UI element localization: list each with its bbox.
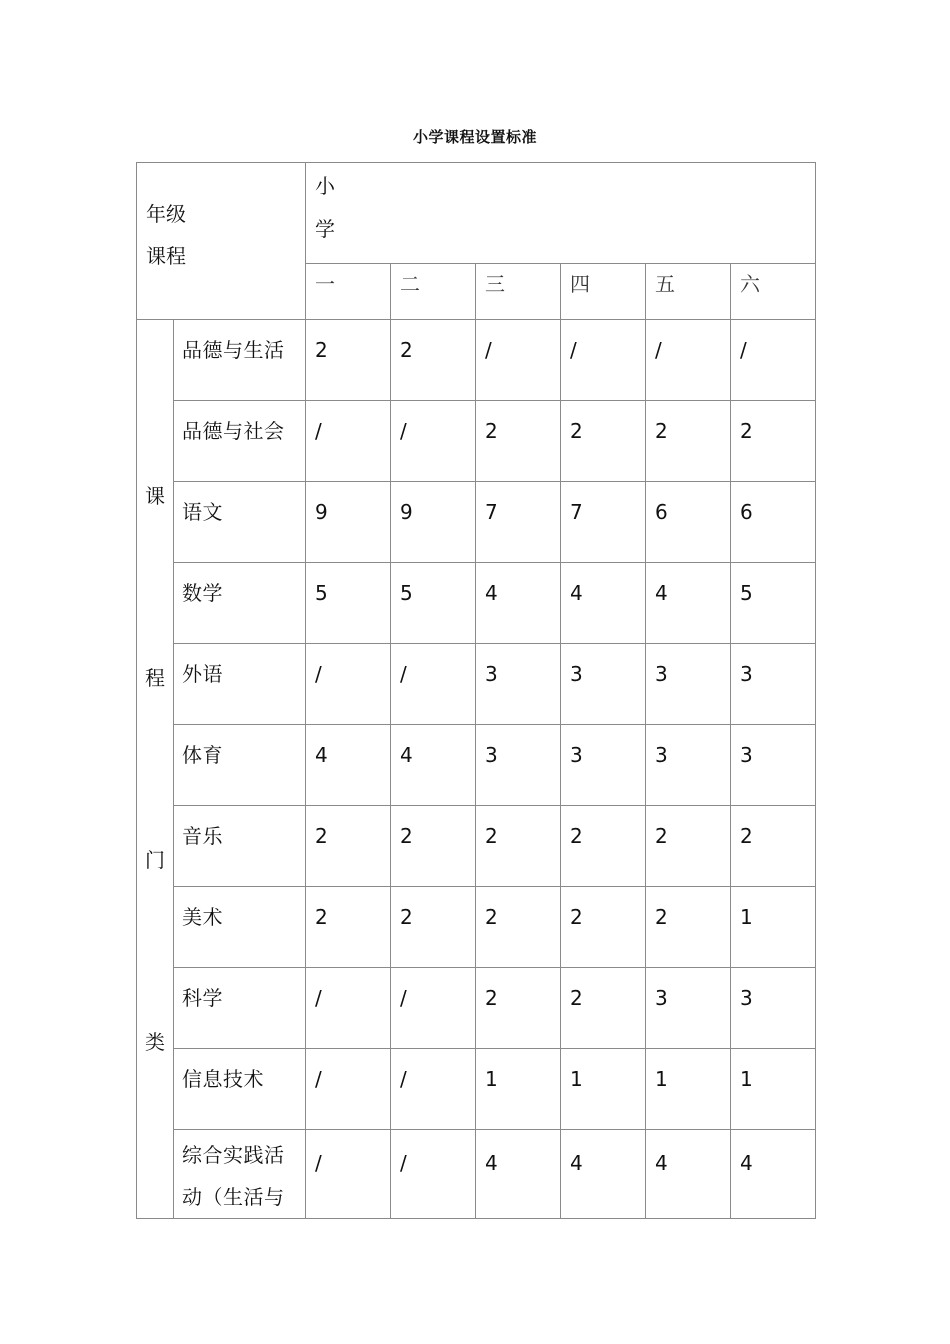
hours-cell: 2 [476, 806, 561, 887]
hours-cell: 2 [391, 806, 476, 887]
table-row [137, 320, 816, 401]
category-char-3: 门 [145, 848, 165, 872]
table-row [137, 806, 816, 887]
hours-cell: 3 [646, 725, 731, 806]
hours-cell: 1 [646, 1049, 731, 1130]
hours-cell: 9 [306, 482, 391, 563]
hours-cell: 1 [731, 1049, 816, 1130]
subject-cell: 科学 [174, 968, 306, 1049]
hours-cell: 2 [646, 401, 731, 482]
hours-cell: 2 [561, 887, 646, 968]
hours-cell: 2 [391, 320, 476, 401]
category-char-4: 类 [145, 1030, 165, 1054]
hours-cell: / [391, 644, 476, 725]
subject-cell: 语文 [174, 482, 306, 563]
table-row [137, 887, 816, 968]
hours-cell: 3 [646, 644, 731, 725]
hours-cell: 1 [476, 1049, 561, 1130]
hours-cell: 7 [561, 482, 646, 563]
hours-cell: / [306, 968, 391, 1049]
hours-cell: 2 [476, 968, 561, 1049]
table-row [137, 1130, 816, 1219]
hours-cell: 2 [476, 401, 561, 482]
subject-cell: 品德与生活 [174, 320, 306, 401]
category-cell [137, 320, 174, 1219]
hours-cell: 3 [731, 968, 816, 1049]
grade-header-2: 二 [391, 264, 476, 320]
hours-cell: / [476, 320, 561, 401]
hours-cell: 2 [476, 887, 561, 968]
hours-cell: 2 [646, 887, 731, 968]
hours-cell: 7 [476, 482, 561, 563]
table-row [137, 725, 816, 806]
stage-label-char-2: 学 [315, 217, 335, 241]
hours-cell: / [731, 320, 816, 401]
subject-cell: 品德与社会 [174, 401, 306, 482]
table-row [137, 482, 816, 563]
subject-cell: 信息技术 [174, 1049, 306, 1130]
hours-cell: 2 [561, 401, 646, 482]
grade-header-4: 四 [561, 264, 646, 320]
grade-header-1: 一 [306, 264, 391, 320]
table-row [137, 563, 816, 644]
hours-cell: 4 [561, 1130, 646, 1219]
hours-cell: 2 [306, 806, 391, 887]
hours-cell: / [306, 644, 391, 725]
subject-cell: 美术 [174, 887, 306, 968]
hours-cell: 4 [646, 563, 731, 644]
hours-cell: 2 [391, 887, 476, 968]
hours-cell: 2 [731, 401, 816, 482]
hours-cell: 5 [391, 563, 476, 644]
hours-cell: / [561, 320, 646, 401]
subject-cell: 音乐 [174, 806, 306, 887]
hours-cell: 5 [306, 563, 391, 644]
subject-line-1: 综合实践活 [182, 1143, 285, 1167]
hours-cell: 2 [646, 806, 731, 887]
hours-cell: 3 [731, 725, 816, 806]
hours-cell: 3 [561, 644, 646, 725]
hours-cell: 2 [306, 320, 391, 401]
table-row [137, 644, 816, 725]
hours-cell: / [306, 1049, 391, 1130]
hours-cell: 4 [306, 725, 391, 806]
grade-header-6: 六 [731, 264, 816, 320]
hours-cell: 4 [561, 563, 646, 644]
hours-cell: 3 [476, 644, 561, 725]
table-row [137, 401, 816, 482]
hours-cell: 4 [476, 563, 561, 644]
hours-cell: 2 [561, 806, 646, 887]
subject-cell: 外语 [174, 644, 306, 725]
hours-cell: / [391, 401, 476, 482]
course-schedule-table [136, 162, 816, 1219]
hours-cell: 3 [731, 644, 816, 725]
hours-cell: / [391, 1049, 476, 1130]
hours-cell: 4 [731, 1130, 816, 1219]
corner-grade-label: 年级 [146, 202, 186, 226]
hours-cell: 4 [391, 725, 476, 806]
hours-cell: / [306, 1130, 391, 1219]
hours-cell: / [391, 1130, 476, 1219]
hours-cell: / [646, 320, 731, 401]
corner-course-label: 课程 [146, 244, 186, 268]
category-char-1: 课 [145, 484, 165, 508]
header-row-stage [137, 163, 816, 264]
hours-cell: 1 [731, 887, 816, 968]
table-row [137, 968, 816, 1049]
hours-cell: 2 [306, 887, 391, 968]
subject-cell: 体育 [174, 725, 306, 806]
hours-cell: 6 [646, 482, 731, 563]
corner-header-cell [137, 163, 306, 320]
hours-cell: 1 [561, 1049, 646, 1130]
document-title: 小学课程设置标准 [412, 128, 537, 146]
hours-cell: 6 [731, 482, 816, 563]
subject-cell [174, 1130, 306, 1219]
stage-header-cell [306, 163, 816, 264]
hours-cell: 4 [646, 1130, 731, 1219]
hours-cell: 3 [646, 968, 731, 1049]
grade-header-3: 三 [476, 264, 561, 320]
stage-label-char-1: 小 [315, 174, 335, 198]
hours-cell: 3 [476, 725, 561, 806]
hours-cell: 9 [391, 482, 476, 563]
table-row [137, 1049, 816, 1130]
subject-cell: 数学 [174, 563, 306, 644]
hours-cell: / [391, 968, 476, 1049]
subject-line-2: 动（生活与 [182, 1185, 285, 1209]
hours-cell: 2 [731, 806, 816, 887]
hours-cell: / [306, 401, 391, 482]
hours-cell: 5 [731, 563, 816, 644]
hours-cell: 3 [561, 725, 646, 806]
hours-cell: 4 [476, 1130, 561, 1219]
category-char-2: 程 [145, 666, 165, 690]
grade-header-5: 五 [646, 264, 731, 320]
hours-cell: 2 [561, 968, 646, 1049]
